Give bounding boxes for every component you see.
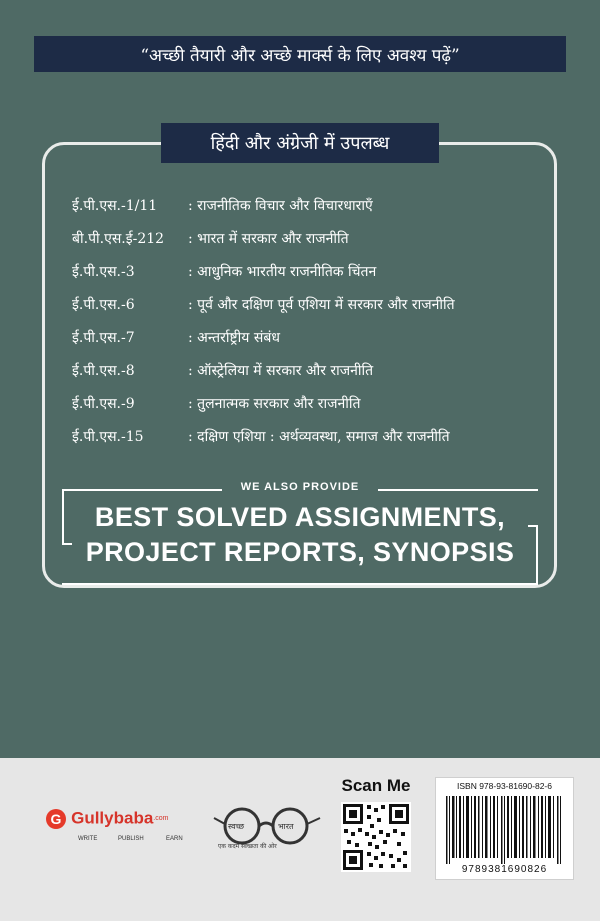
gullybaba-mark-icon: G [46,809,66,829]
swachh-caption: एक कदम स्वच्छता की ओर [218,843,277,850]
course-title: : आधुनिक भारतीय राजनीतिक चिंतन [188,264,377,280]
logo-tagline-write: WRITE [78,836,98,842]
isbn-digits: 9789381690826 [461,864,548,875]
publisher-suffix: .com [153,815,169,822]
course-row [72,328,552,361]
course-title: : तुलनात्मक सरकार और राजनीति [188,396,361,412]
isbn-label: ISBN 978-93-81690-82-6 [457,781,552,791]
logo-tagline-earn: EARN [166,836,183,842]
footer [0,758,600,921]
course-code: ई.पी.एस.-9 [72,396,135,412]
availability-badge: हिंदी और अंग्रेजी में उपलब्ध [161,123,439,163]
swachh-bharat-logo [212,806,322,854]
course-row [72,196,552,229]
course-row [72,229,552,262]
scan-me-label: Scan Me [341,776,411,795]
services-line-2: PROJECT REPORTS, SYNOPSIS [85,537,515,567]
course-title: : दक्षिण एशिया : अर्थव्यवस्था, समाज और राजनीति [188,429,450,445]
course-code: बी.पी.एस.ई-212 [72,231,165,247]
course-code: ई.पी.एस.-7 [72,330,135,346]
swachh-right-text: भारत [278,822,294,831]
services-box [62,481,538,585]
course-row [72,262,552,295]
barcode-icon [444,796,564,864]
publisher-name: Gullybaba [71,808,154,828]
isbn-block [435,777,574,880]
course-row [72,361,552,394]
qr-code-icon[interactable] [341,802,411,872]
tagline-banner: “अच्छी तैयारी और अच्छे मार्क्स के लिए अवश्य पढ़ें” [34,36,566,72]
course-code: ई.पी.एस.-1/11 [72,198,158,214]
course-code: ई.पी.एस.-15 [72,429,144,445]
course-row [72,295,552,328]
logo-tagline-publish: PUBLISH [118,836,144,842]
gullybaba-logo [46,808,183,842]
box-border-bottom [62,583,538,585]
course-title: : पूर्व और दक्षिण पूर्व एशिया में सरकार और राजनीति [188,297,455,313]
course-title: : भारत में सरकार और राजनीति [188,231,349,247]
course-code: ई.पी.एस.-6 [72,297,135,313]
course-code: ई.पी.एस.-3 [72,264,135,280]
course-title: : राजनीतिक विचार और विचारधाराएँ [188,198,373,214]
course-row [72,427,552,460]
swachh-left-text: स्वच्छ [228,822,245,831]
course-title: : ऑस्ट्रेलिया में सरकार और राजनीति [188,363,374,379]
services-label: WE ALSO PROVIDE [240,481,360,493]
course-list [72,196,552,460]
services-line-1: BEST SOLVED ASSIGNMENTS, [94,502,506,532]
course-title: : अन्तर्राष्ट्रीय संबंध [188,330,280,346]
course-code: ई.पी.एस.-8 [72,363,135,379]
course-row [72,394,552,427]
